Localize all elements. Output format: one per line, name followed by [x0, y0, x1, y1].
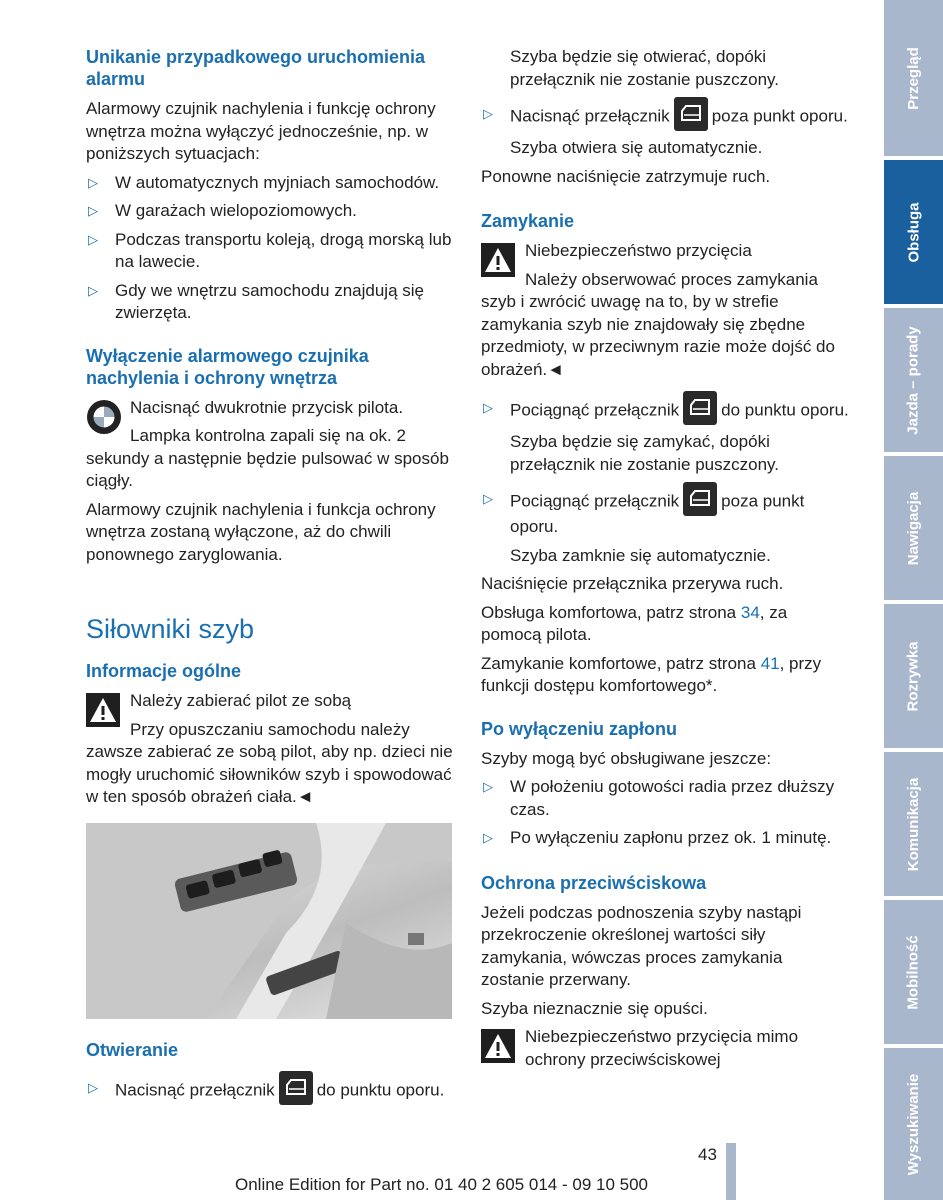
chapter-sidebar: [884, 0, 943, 1200]
tab-mobility[interactable]: Mobilność: [884, 900, 943, 1044]
heading-general-info: Informacje ogólne: [86, 661, 242, 681]
list-item: ▷ Pociągnąć przełącznik poza punkt oporu.: [481, 488, 849, 539]
heading-windows: Siłowniki szyb: [86, 614, 255, 644]
warning-icon: [481, 243, 515, 277]
left-column: [86, 46, 456, 1111]
list-item: ▷ Po wyłączeniu zapłonu przez ok. 1 minutę.: [481, 827, 849, 850]
warning-icon: [481, 1029, 515, 1063]
bullet-triangle-icon: ▷: [483, 779, 493, 794]
list-item: ▷ Nacisnąć przełącznik poza punkt oporu.: [481, 103, 849, 131]
bullet-triangle-icon: ▷: [483, 830, 493, 845]
footer: Online Edition for Part no. 01 40 2 605 014 - 09 10 500: [234, 1175, 648, 1194]
tab-navigation[interactable]: Nawigacja: [884, 456, 943, 600]
heading-after-ignition: Po wyłączeniu zapłonu: [481, 718, 678, 739]
list-item: ▷ Podczas transportu koleją, drogą morską lub na lawecie.: [88, 229, 452, 271]
tab-entertainment[interactable]: Rozrywka: [884, 604, 943, 748]
window-switch-icon: [683, 391, 717, 425]
paragraph-disable-sensor: Alarmowy czujnik nachylenia i funkcja ochrony wnętrza zostaną wyłączone, aż do chwili ponownego zaryglowania.: [86, 499, 436, 564]
tab-search[interactable]: Wyszukiwanie: [884, 1048, 943, 1200]
door-switch-photo: [86, 823, 452, 1019]
tab-communication[interactable]: Komunikacja: [884, 752, 943, 896]
bmw-instruction: Nacisnąć dwukrotnie przycisk pilota. Lampka kontrolna zapali się na ok. 2 sekundy a następnie będzie pulsować w sposób ciągły.: [86, 397, 449, 490]
list-item: ▷ W automatycznych myjniach samochodów.: [86, 172, 456, 195]
paragraph-comfort-1: Obsługa komfortowa, patrz strona 34, za pomocą pilota.: [481, 602, 788, 644]
heading-opening: Otwieranie: [86, 1039, 179, 1060]
paragraph-comfort-2: Zamykanie komfortowe, patrz strona 41, przy funkcji dostępu komfortowego*.: [481, 653, 822, 695]
warning-icon: [86, 693, 120, 727]
page-link-34[interactable]: 34: [740, 602, 760, 622]
bullet-triangle-icon: ▷: [483, 400, 493, 415]
bullet-triangle-icon: ▷: [88, 282, 98, 298]
page-number: 43: [698, 1145, 717, 1164]
right-column: Szyba będzie się otwierać, dopóki przełącznik nie zostanie puszczony. ▷ Nacisnąć przełącznik poza punkt oporu. Szyba otwiera się automatycznie. Ponowne naciśnięcie zatrzymuje ruch. Zamykanie Niebezpieczeństwo przycięcia Należy obserwować proces zamykania szyb i zwrócić uwagę na to, by w strefie zamykania szyb nie znajdowały się zbędne przedmioty, w przeciwnym razie może dojść do obrażeń.◄ ▷ Pociągnąć przełącznik do punktu oporu. Szyba będzie się zamykać, dopóki przełącznik nie zostanie puszczony. ▷ Pociągnąć przełącznik poza punkt oporu. Szyba zamknie się automatycznie. Naciśnięcie przełącznika przerywa ruch. Obsługa komfortowa, patrz strona 34, za pomocą pilota. Zamykanie komfortowe, patrz strona 41, przy funkcji dostępu komfortowego*. Po wyłączeniu zapłonu Szyby mogą być obsługiwane jeszcze: ▷ W położeniu gotowości radia przez dłuższy czas. ▷ Po wyłączeniu zapłonu przez ok. 1 minutę. Ochrona przeciwściskowa Jeżeli podczas podnoszenia szyby nastąpi przekroczenie określonej wartości siły zamykania, wówczas proces zamykania zostanie przerwany. Szyba nieznacznie się opuści. Niebezpieczeństwo przycięcia mimo ochrony przeciwściskowej: [481, 46, 849, 1077]
bullet-triangle-icon: ▷: [88, 1079, 98, 1095]
list-item: ▷ Pociągnąć przełącznik do punktu oporu.: [481, 397, 849, 425]
heading-closing: Zamykanie: [481, 211, 575, 231]
heading-avoid-alarm: Unikanie przypadkowego uruchomienia alarmu: [86, 47, 426, 89]
bullet-triangle-icon: ▷: [88, 231, 98, 247]
window-switch-icon: [674, 97, 708, 131]
tab-driving-tips[interactable]: Jazda – porady: [884, 308, 943, 452]
page-link-41[interactable]: 41: [760, 653, 780, 673]
bullet-triangle-icon: ▷: [88, 203, 98, 218]
list-item: ▷ Nacisnąć przełącznik do punktu oporu.: [86, 1077, 456, 1105]
paragraph-avoid-alarm: Alarmowy czujnik nachylenia i funkcję ochrony wnętrza można wyłączyć jednocześnie, np. w poniższych sytuacjach:: [86, 99, 436, 163]
heading-disable-sensor: Wyłączenie alarmowego czujnika nachylenia i ochrony wnętrza: [86, 345, 369, 388]
window-switch-icon: [683, 482, 717, 516]
list-item: ▷ W położeniu gotowości radia przez dłuższy czas.: [483, 777, 835, 819]
paragraph-open-continue: Szyba będzie się otwierać, dopóki przełącznik nie zostanie puszczony.: [510, 47, 779, 89]
warning-take-key: Należy zabierać pilot ze sobą Przy opuszczaniu samochodu należy zawsze zabierać ze sobą pilot, aby np. dzieci nie mogły uruchomić siłowników szyb i spowodować w ten sposób obrażeń ciała.◄: [86, 691, 453, 806]
tab-overview[interactable]: Przegląd: [884, 0, 943, 156]
tab-operation[interactable]: Obsługa: [884, 160, 943, 304]
heading-pinch-protection: Ochrona przeciwściskowa: [481, 872, 707, 893]
list-item: ▷ Gdy we wnętrzu samochodu znajdują się zwierzęta.: [88, 280, 424, 322]
bullet-triangle-icon: ▷: [88, 174, 98, 190]
window-switch-icon: [279, 1071, 313, 1105]
bmw-key-icon: [86, 399, 122, 435]
list-item: ▷ W garażach wielopoziomowych.: [86, 200, 456, 223]
bullet-triangle-icon: ▷: [483, 106, 493, 121]
warning-pinch-protection: Niebezpieczeństwo przycięcia mimo ochrony przeciwściskowej: [481, 1026, 849, 1071]
bullet-triangle-icon: ▷: [483, 491, 493, 506]
warning-pinch: Niebezpieczeństwo przycięcia Należy obserwować proces zamykania szyb i zwrócić uwagę na to, by w strefie zamykania szyb nie znajdowały się zbędne przedmioty, w przeciwnym razie może dojść do obrażeń.◄: [481, 241, 835, 379]
